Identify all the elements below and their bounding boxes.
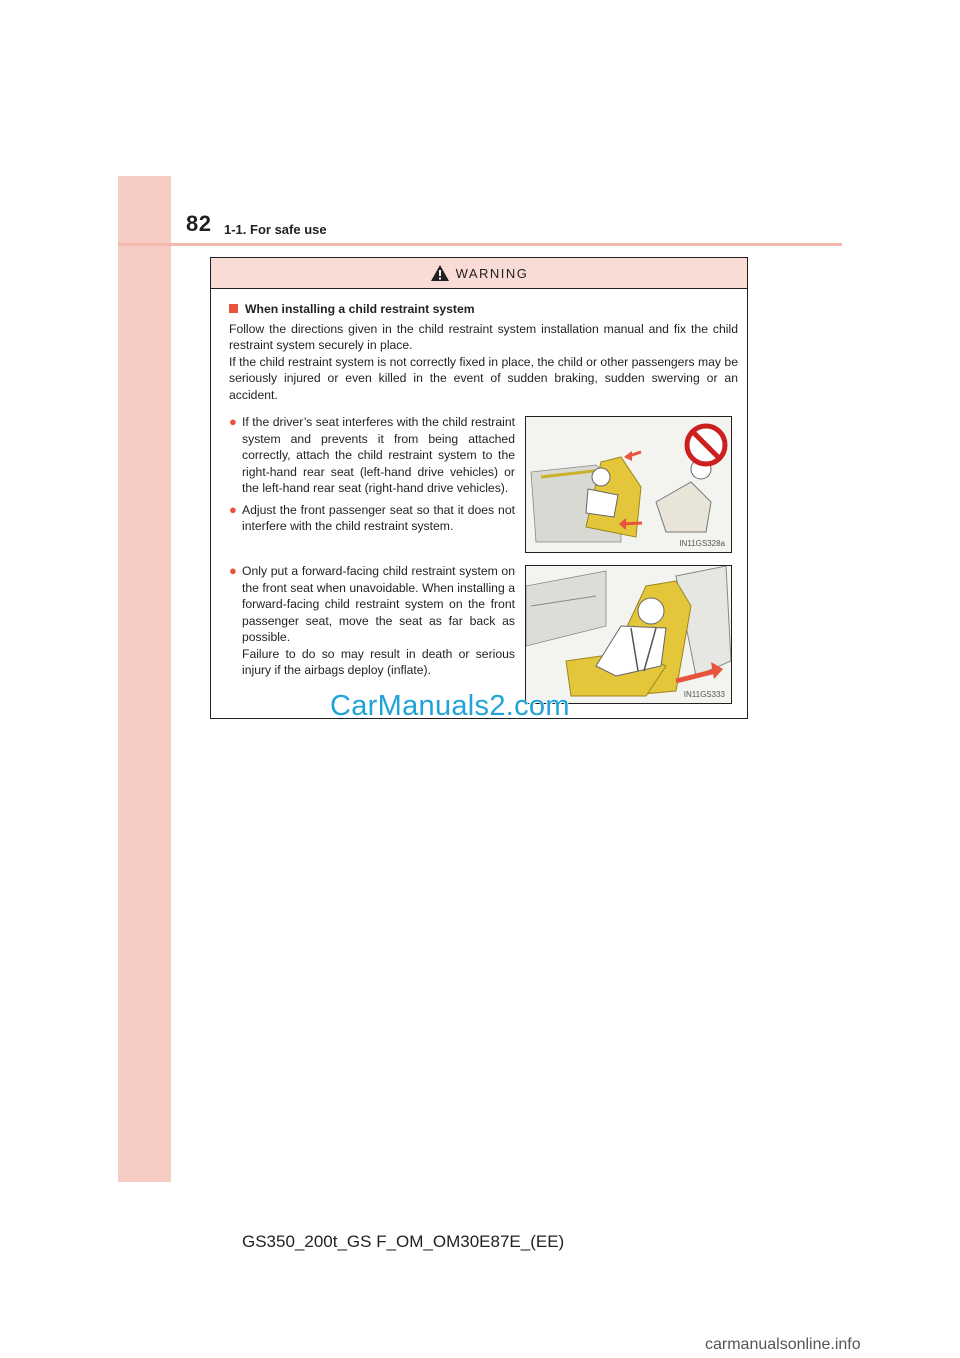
illustration-rear-seat [525, 416, 732, 553]
round-bullet-icon: ● [229, 501, 237, 517]
image-code: IN11GS328a [679, 539, 725, 548]
warning-label: WARNING [455, 265, 529, 281]
section-title: 1-1. For safe use [224, 222, 327, 237]
bullet-item [229, 414, 515, 497]
bullet-text: Adjust the front passenger seat so that it does not interfere with the child restraint system. [242, 502, 515, 533]
warning-header [211, 258, 747, 289]
watermark-brand: CarManuals2.com [330, 690, 570, 722]
rear-seat-illustration [526, 417, 731, 552]
illustration-front-seat [525, 565, 732, 704]
warning-box [210, 257, 748, 719]
side-band [118, 176, 171, 1182]
bullet-text: If the driver’s seat interferes with the child restraint system and prevents it from being attached correctly, attach the child restraint system to the right-hand rear seat (left-hand drive vehicles) or the left-hand rear seat (right-hand drive vehicles). [242, 415, 515, 495]
watermark-site: carmanualsonline.info [705, 1336, 861, 1353]
bullet-item [229, 563, 515, 679]
page-number: 82 [186, 211, 212, 236]
square-bullet-icon [229, 304, 238, 313]
bullets-top [229, 414, 515, 540]
row-top [229, 414, 741, 549]
image-code: IN11GS333 [683, 690, 725, 699]
warning-para-1: Follow the directions given in the child restraint system installation manual and fix the child restraint system securely in place. [229, 321, 738, 352]
warning-triangle-icon [430, 264, 450, 282]
round-bullet-icon: ● [229, 563, 237, 578]
bullet-text [242, 563, 515, 679]
subhead-text: When installing a child restraint system [245, 302, 475, 316]
bullet-text-line: Only put a forward-facing child restraint system on the front seat when unavoidable. When installing a forward-facing child restraint system on the front passenger seat, move the seat as far back as possible. [242, 564, 515, 644]
warning-body [211, 289, 747, 403]
header-rule [118, 243, 842, 246]
row-bottom [229, 563, 741, 703]
warning-subhead [229, 301, 738, 318]
round-bullet-icon: ● [229, 414, 237, 429]
bullets-bottom [229, 563, 515, 684]
front-seat-illustration [526, 566, 731, 703]
bullet-item [229, 502, 515, 535]
warning-para-2: If the child restraint system is not correctly fixed in place, the child or other passengers may be seriously injured or even killed in the event of sudden braking, sudden swerving or an accident. [229, 354, 738, 402]
footer-doc-code: GS350_200t_GS F_OM_OM30E87E_(EE) [242, 1232, 565, 1251]
bullet-text-line: Failure to do so may result in death or serious injury if the airbags deploy (inflate). [242, 646, 515, 677]
